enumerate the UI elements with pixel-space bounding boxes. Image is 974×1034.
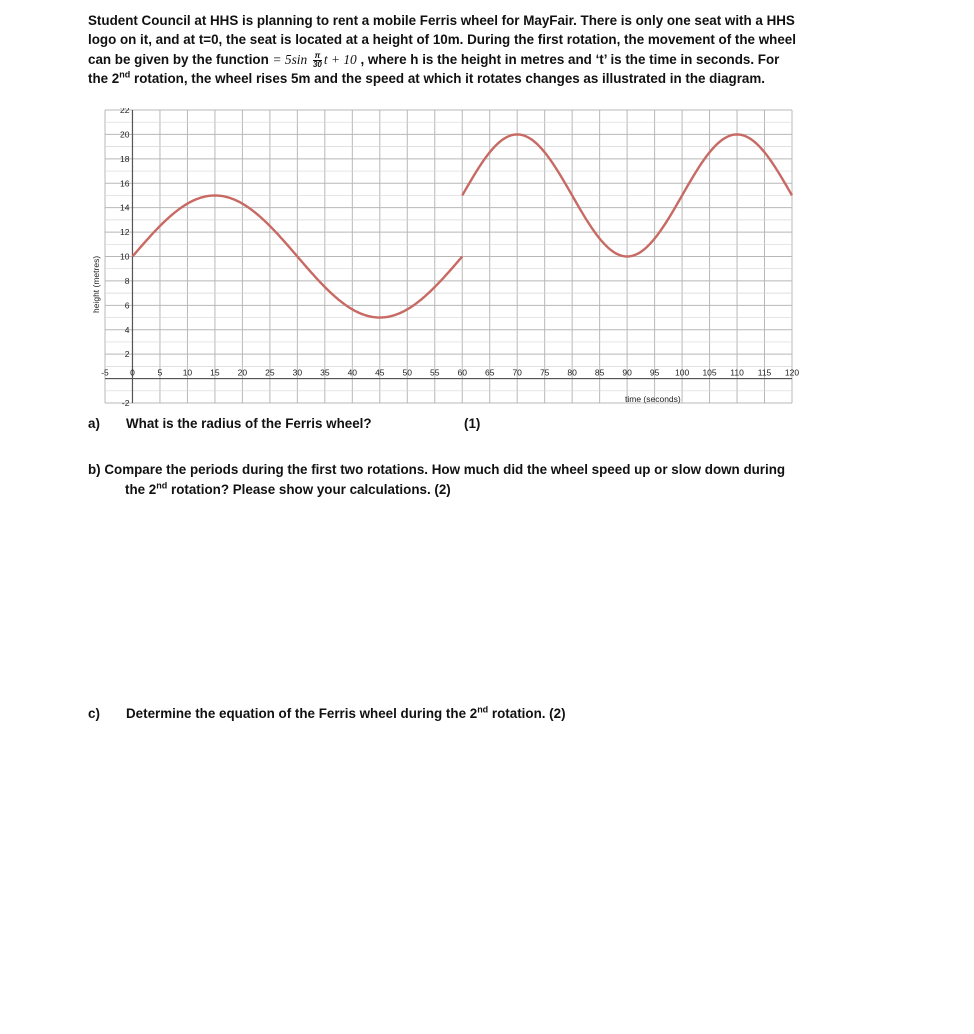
x-tick-label: 65: [484, 367, 495, 378]
question-c-label: c): [88, 706, 100, 721]
question-b-text-2-start: the 2: [125, 482, 157, 497]
x-tick-label: 70: [512, 367, 522, 378]
x-tick-label: 50: [402, 367, 413, 378]
question-c-text: [126, 704, 566, 724]
intro-line-2: logo on it, and at t=0, the seat is located at a height of 10m. During the first rotation, the movement of the wheel: [88, 32, 796, 48]
y-tick-label: 14: [120, 202, 130, 213]
x-tick-label: 20: [237, 367, 248, 378]
x-tick-label: 75: [539, 367, 550, 378]
height-time-graph: [80, 108, 800, 408]
x-tick-label: 95: [649, 367, 660, 378]
x-tick-label: 0: [130, 367, 135, 378]
question-c-sup: nd: [477, 704, 489, 715]
y-tick-label: 4: [124, 324, 130, 335]
x-tick-label: 40: [347, 367, 358, 378]
function-right: t + 10: [323, 51, 357, 67]
x-tick-label: 105: [702, 367, 717, 378]
y-axis-label: height (metres): [91, 255, 101, 313]
y-tick-label: 18: [120, 153, 130, 164]
x-axis-label: time (seconds): [625, 394, 681, 404]
intro-line-1: Student Council at HHS is planning to rent a mobile Ferris wheel for MayFair. There is only one seat with a HHS: [88, 13, 795, 28]
function-left: = 5sin: [272, 51, 308, 67]
y-tick-label: 2: [124, 349, 130, 360]
intro-line-4-end: rotation, the wheel rises 5m and the speed at which it rotates changes as illustrated in the diagram.: [130, 70, 765, 86]
question-b-text-2-end: rotation? Please show your calculations. (2): [167, 482, 451, 497]
y-tick-label: -2: [121, 398, 130, 408]
question-a-label: a): [88, 416, 100, 431]
intro-line-4: [88, 69, 938, 88]
question-a-text: What is the radius of the Ferris wheel?: [126, 416, 372, 431]
intro-line-4-start: the 2: [88, 70, 120, 86]
x-tick-label: 15: [210, 367, 220, 378]
fraction-denominator: 30: [312, 59, 322, 69]
x-tick-label: 100: [674, 367, 690, 378]
question-b-line-2: [88, 480, 938, 500]
y-tick-label: 8: [124, 275, 130, 286]
question-b: [88, 460, 938, 500]
tick-labels: [101, 108, 799, 408]
x-tick-label: 45: [375, 367, 385, 378]
y-tick-label: 10: [120, 251, 130, 262]
y-tick-label: 6: [124, 300, 130, 311]
function-fraction: [313, 52, 322, 69]
intro-line-3: [88, 50, 938, 69]
x-tick-label: 85: [594, 367, 605, 378]
intro-line-4-sup: nd: [119, 69, 131, 80]
x-tick-label: 55: [430, 367, 440, 378]
x-tick-label: 10: [182, 367, 193, 378]
x-tick-label: 25: [265, 367, 275, 378]
question-a: [88, 414, 481, 434]
x-tick-label: 110: [730, 367, 744, 378]
intro-line-3-end: , where h is the height in metres and ‘t’ is the time in seconds. For: [356, 51, 780, 67]
x-tick-label: 120: [784, 367, 800, 378]
x-tick-label: 90: [622, 367, 632, 378]
x-tick-label: -5: [101, 367, 109, 378]
intro-line-3-start: can be given by the function: [88, 51, 273, 67]
x-tick-label: 60: [457, 367, 467, 378]
fraction-numerator: π: [314, 50, 321, 60]
question-b-label: b): [88, 462, 101, 477]
y-tick-label: 22: [120, 108, 130, 115]
question-b-line-1: [88, 460, 938, 480]
y-tick-label: 16: [120, 178, 130, 189]
x-tick-label: 35: [320, 367, 330, 378]
question-c-text-end: rotation. (2): [488, 706, 566, 721]
x-tick-label: 115: [757, 367, 772, 378]
problem-intro: [88, 11, 938, 88]
y-tick-label: 12: [120, 227, 130, 238]
question-b-sup: nd: [156, 480, 168, 491]
x-tick-label: 30: [292, 367, 303, 378]
question-a-marks: (1): [464, 416, 481, 431]
y-tick-label: 20: [120, 129, 130, 140]
question-c-text-start: Determine the equation of the Ferris wheel during the 2: [126, 706, 478, 721]
question-b-text-1: Compare the periods during the first two rotations. How much did the wheel speed up or slow down during: [104, 462, 786, 477]
x-tick-label: 80: [567, 367, 577, 378]
question-c: [88, 704, 566, 724]
x-tick-label: 5: [157, 367, 163, 378]
grid-lines: [105, 110, 792, 403]
